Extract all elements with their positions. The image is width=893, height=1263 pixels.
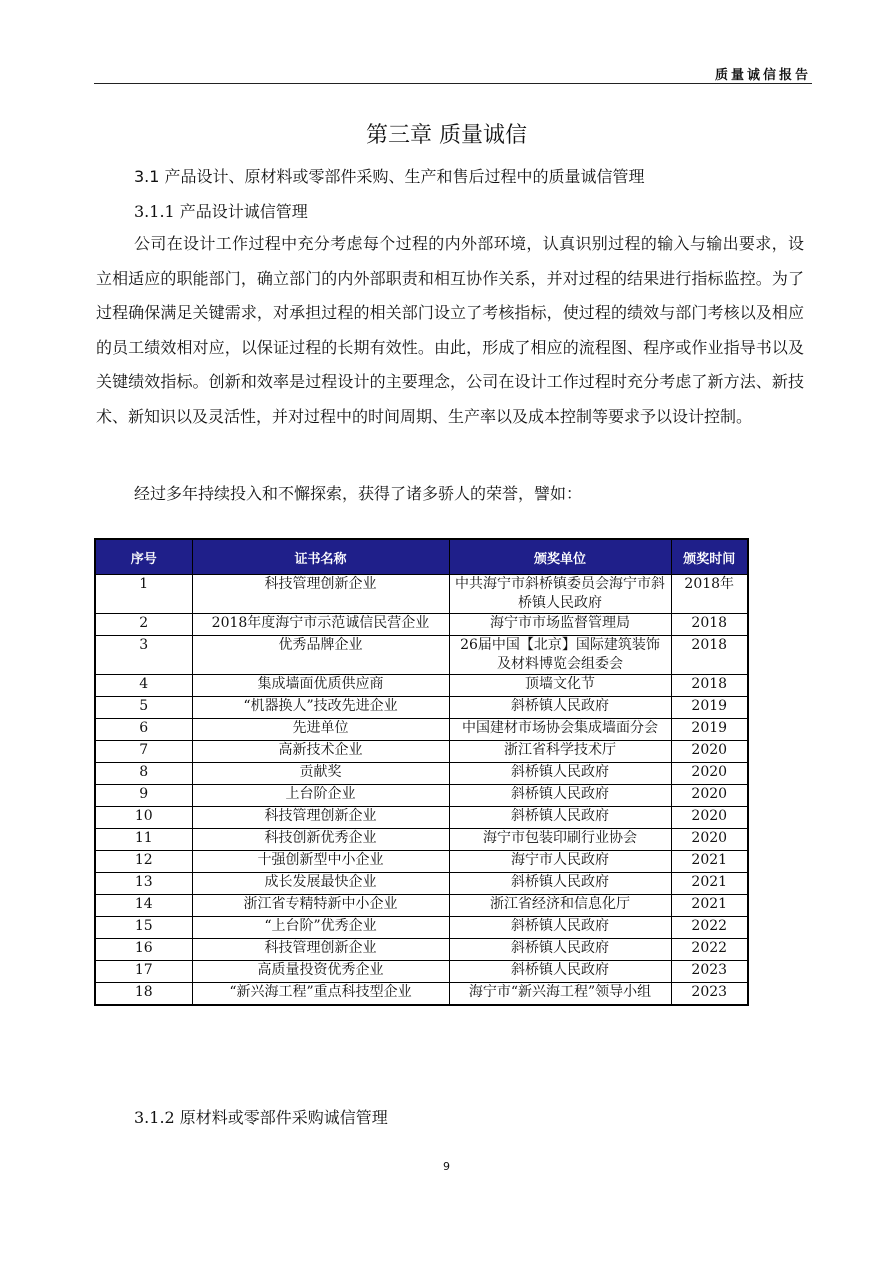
cell-index: 18 [95,983,192,1006]
table-row [95,614,748,636]
header-title: 质量诚信报告 [714,68,811,83]
cell-certificate-name: “上台阶”优秀企业 [192,917,449,939]
cell-certificate-name: 科技管理创新企业 [192,939,449,961]
cell-certificate-name: 2018年度海宁市示范诚信民营企业 [192,614,449,636]
table-row [95,807,748,829]
cell-awarding-organization: 中共海宁市斜桥镇委员会海宁市斜桥镇人民政府 [449,575,671,614]
table-row [95,575,748,614]
cell-index: 2 [95,614,192,636]
lead-text: 经过多年持续投入和不懈探索，获得了诸多骄人的荣誉，譬如： [134,484,583,503]
table-body [95,575,748,1006]
cell-index: 8 [95,763,192,785]
table-header-row [95,539,748,575]
cell-award-year: 2018年 [671,575,748,614]
cell-awarding-organization: 浙江省经济和信息化厅 [449,895,671,917]
cell-index: 11 [95,829,192,851]
cell-award-year: 2022 [671,917,748,939]
cell-certificate-name: 集成墙面优质供应商 [192,675,449,697]
cell-certificate-name: 浙江省专精特新中小企业 [192,895,449,917]
subsection-heading-procurement: 3.1.2 原材料或零部件采购诚信管理 [134,1108,388,1127]
cell-awarding-organization: 斜桥镇人民政府 [449,961,671,983]
section-heading: 3.1 产品设计、原材料或零部件采购、生产和售后过程中的质量诚信管理 [134,167,645,186]
table-row [95,829,748,851]
cell-certificate-name: 高质量投资优秀企业 [192,961,449,983]
page-number: 9 [443,1160,450,1173]
cell-awarding-organization: 海宁市市场监督管理局 [449,614,671,636]
header-index: 序号 [95,539,192,575]
cell-awarding-organization: 海宁市人民政府 [449,851,671,873]
cell-awarding-organization: 26届中国【北京】国际建筑装饰及材料博览会组委会 [449,636,671,675]
table-row [95,636,748,675]
cell-certificate-name: 贡献奖 [192,763,449,785]
cell-certificate-name: 科技创新优秀企业 [192,829,449,851]
cell-award-year: 2020 [671,741,748,763]
cell-awarding-organization: 海宁市包装印刷行业协会 [449,829,671,851]
awards-table [94,538,749,1006]
body-paragraph [96,227,804,435]
cell-index: 1 [95,575,192,614]
table-row [95,719,748,741]
table-row [95,697,748,719]
cell-awarding-organization: 斜桥镇人民政府 [449,807,671,829]
cell-index: 4 [95,675,192,697]
cell-certificate-name: 优秀品牌企业 [192,636,449,675]
cell-awarding-organization: 斜桥镇人民政府 [449,917,671,939]
cell-certificate-name: “机器换人”技改先进企业 [192,697,449,719]
cell-award-year: 2020 [671,785,748,807]
cell-certificate-name: 十强创新型中小企业 [192,851,449,873]
cell-certificate-name: “新兴海工程”重点科技型企业 [192,983,449,1006]
subsection-heading-design: 3.1.1 产品设计诚信管理 [134,202,308,221]
cell-index: 10 [95,807,192,829]
table-row [95,785,748,807]
cell-certificate-name: 高新技术企业 [192,741,449,763]
cell-index: 5 [95,697,192,719]
cell-award-year: 2023 [671,983,748,1006]
cell-certificate-name: 科技管理创新企业 [192,575,449,614]
table-row [95,851,748,873]
cell-award-year: 2018 [671,614,748,636]
table-row [95,763,748,785]
table-row [95,895,748,917]
cell-awarding-organization: 中国建材市场协会集成墙面分会 [449,719,671,741]
header-awarding-organization: 颁奖单位 [449,539,671,575]
cell-index: 9 [95,785,192,807]
cell-index: 14 [95,895,192,917]
cell-awarding-organization: 斜桥镇人民政府 [449,785,671,807]
cell-award-year: 2020 [671,807,748,829]
cell-award-year: 2020 [671,829,748,851]
chapter-title: 第三章 质量诚信 [366,123,527,148]
cell-award-year: 2022 [671,939,748,961]
table-row [95,939,748,961]
cell-award-year: 2023 [671,961,748,983]
table-row [95,675,748,697]
cell-award-year: 2019 [671,697,748,719]
cell-index: 12 [95,851,192,873]
cell-index: 13 [95,873,192,895]
cell-awarding-organization: 顶墙文化节 [449,675,671,697]
cell-index: 16 [95,939,192,961]
table-row [95,961,748,983]
cell-certificate-name: 上台阶企业 [192,785,449,807]
cell-award-year: 2018 [671,675,748,697]
cell-index: 3 [95,636,192,675]
cell-award-year: 2021 [671,895,748,917]
header-divider [94,83,812,84]
cell-index: 6 [95,719,192,741]
cell-award-year: 2019 [671,719,748,741]
cell-index: 17 [95,961,192,983]
cell-awarding-organization: 斜桥镇人民政府 [449,763,671,785]
cell-certificate-name: 成长发展最快企业 [192,873,449,895]
cell-certificate-name: 科技管理创新企业 [192,807,449,829]
cell-awarding-organization: 海宁市“新兴海工程”领导小组 [449,983,671,1006]
cell-awarding-organization: 斜桥镇人民政府 [449,697,671,719]
cell-awarding-organization: 浙江省科学技术厅 [449,741,671,763]
cell-award-year: 2021 [671,851,748,873]
cell-certificate-name: 先进单位 [192,719,449,741]
cell-award-year: 2020 [671,763,748,785]
table-row [95,741,748,763]
body-paragraph-text: 公司在设计工作过程中充分考虑每个过程的内外部环境，认真识别过程的输入与输出要求，设立相适应的职能部门，确立部门的内外部职责和相互协作关系，并对过程的结果进行指标监控。为了过程确保满足关键需求，对承担过程的相关部门设立了考核指标，使过程的绩效与部门考核以及相应的员工绩效相对应，以保证过程的长期有效性。由此，形成了相应的流程图、程序或作业指导书以及关键绩效指标。创新和效率是过程设计的主要理念，公司在设计工作过程时充分考虑了新方法、新技术、新知识以及灵活性，并对过程中的时间周期、生产率以及成本控制等要求予以设计控制。 [96,234,804,426]
cell-awarding-organization: 斜桥镇人民政府 [449,939,671,961]
cell-awarding-organization: 斜桥镇人民政府 [449,873,671,895]
cell-index: 15 [95,917,192,939]
table-row [95,983,748,1006]
table-row [95,873,748,895]
header-award-year: 颁奖时间 [671,539,748,575]
cell-award-year: 2021 [671,873,748,895]
header-certificate-name: 证书名称 [192,539,449,575]
table-row [95,917,748,939]
cell-award-year: 2018 [671,636,748,675]
cell-index: 7 [95,741,192,763]
